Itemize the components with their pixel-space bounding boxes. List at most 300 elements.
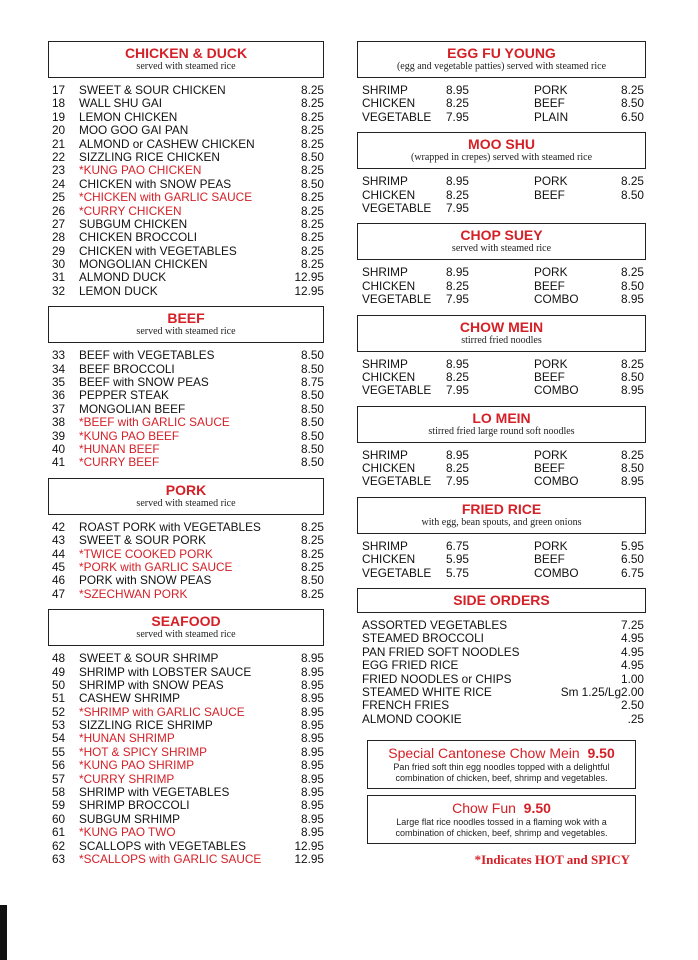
item-number: 25 <box>52 190 66 205</box>
item-price: 2.50 <box>621 698 644 713</box>
item-name: CASHEW SHRIMP <box>79 691 180 706</box>
item-name: CHICKEN <box>362 187 416 202</box>
item-number: 36 <box>52 388 66 403</box>
grid-row <box>362 175 644 188</box>
menu-item <box>48 231 324 244</box>
section-header <box>48 41 324 78</box>
item-name: BEEF with VEGETABLES <box>79 348 215 363</box>
special-description: Pan fried soft thin egg noodles topped with a delightful combination of chicken, beef, shrimp and vegetables. <box>393 762 610 784</box>
item-name: VEGETABLE <box>362 383 432 398</box>
item-name: CHICKEN BROCCOLI <box>79 230 197 245</box>
section-header <box>357 588 646 613</box>
egg-fu-young-section <box>357 41 646 124</box>
item-name: MONGOLIAN BEEF <box>79 401 186 416</box>
section-header <box>48 609 324 646</box>
section-subtitle: stirred fried large round soft noodles <box>428 425 575 437</box>
grid-row <box>362 553 644 566</box>
item-name: FRENCH FRIES <box>362 698 450 713</box>
grid-row <box>362 371 644 384</box>
item-number: 28 <box>52 230 66 245</box>
item-number: 53 <box>52 718 66 733</box>
chop-suey-section <box>357 223 646 306</box>
menu-item <box>48 840 324 853</box>
item-number: 31 <box>52 270 66 285</box>
item-number: 24 <box>52 176 66 191</box>
item-price: 8.95 <box>301 744 324 759</box>
item-price: 8.25 <box>301 109 324 124</box>
section-title: SIDE ORDERS <box>453 592 550 609</box>
menu-item <box>48 416 324 429</box>
menu-item <box>48 521 324 534</box>
section-subtitle: (wrapped in crepes) served with steamed rice <box>410 152 593 164</box>
item-name: SHRIMP <box>362 538 408 553</box>
beef-section <box>48 306 324 470</box>
item-price: 8.95 <box>446 265 469 280</box>
menu-item <box>48 430 324 443</box>
item-price: 8.25 <box>446 278 469 293</box>
item-price: 8.50 <box>621 187 644 202</box>
item-price: 12.95 <box>294 270 324 285</box>
item-name: PORK <box>534 83 568 97</box>
item-price: 6.50 <box>621 552 644 567</box>
item-number: 46 <box>52 573 66 588</box>
item-price: 8.25 <box>301 216 324 231</box>
item-name: *HOT & SPICY SHRIMP <box>79 744 208 759</box>
side-item <box>357 659 646 672</box>
item-price: 8.50 <box>301 428 324 443</box>
price-grid <box>357 540 646 580</box>
item-price: 8.25 <box>446 461 469 476</box>
menu-item <box>48 124 324 137</box>
item-number: 45 <box>52 559 66 574</box>
item-name: BEEF <box>534 96 565 111</box>
section-title: FRIED RICE <box>461 500 542 517</box>
item-price: 8.50 <box>301 401 324 416</box>
item-name: *HUNAN BEEF <box>79 441 160 456</box>
section-header <box>357 132 646 169</box>
item-number: 21 <box>52 136 66 151</box>
side-item <box>357 646 646 659</box>
item-name: PLAIN <box>534 109 569 124</box>
item-name: *CURRY CHICKEN <box>79 203 182 218</box>
special-description: Large flat rice noodles tossed in a flaming wok with a combination of chicken, beef, shrimp and vegetables. <box>395 817 608 839</box>
grid-row <box>362 280 644 293</box>
menu-item <box>48 679 324 692</box>
menu-item <box>48 403 324 416</box>
item-name: SHRIMP <box>362 83 408 97</box>
item-number: 57 <box>52 771 66 786</box>
item-number: 20 <box>52 123 66 138</box>
section-subtitle: served with steamed rice <box>136 629 236 641</box>
item-name: *CURRY BEEF <box>79 455 160 470</box>
item-number: 59 <box>52 798 66 813</box>
item-price: 8.25 <box>301 83 324 97</box>
grid-row <box>362 475 644 488</box>
item-name: SUBGUM SRHIMP <box>79 811 180 826</box>
item-price: 8.25 <box>621 356 644 371</box>
menu-item <box>48 652 324 665</box>
section-header <box>357 406 646 443</box>
item-price: 8.50 <box>301 455 324 470</box>
menu-item <box>48 719 324 732</box>
item-number: 49 <box>52 664 66 679</box>
grid-row <box>362 358 644 371</box>
item-price: 8.25 <box>301 559 324 574</box>
item-number: 63 <box>52 851 66 866</box>
section-header <box>48 478 324 515</box>
item-price: 8.50 <box>301 361 324 376</box>
item-price: 8.25 <box>301 230 324 245</box>
item-name: *SZECHWAN PORK <box>79 586 188 601</box>
item-name: *BEEF with GARLIC SAUCE <box>79 415 230 430</box>
item-price: 12.95 <box>294 283 324 298</box>
item-name: WALL SHU GAI <box>79 96 163 111</box>
item-name: PAN FRIED SOFT NOODLES <box>362 644 520 659</box>
item-name: VEGETABLE <box>362 292 432 307</box>
item-name: STEAMED BROCCOLI <box>362 631 484 646</box>
item-name: CHICKEN <box>362 278 416 293</box>
item-number: 37 <box>52 401 66 416</box>
item-price: 8.25 <box>446 369 469 384</box>
menu-item <box>48 178 324 191</box>
section-title: BEEF <box>167 310 205 327</box>
menu-item <box>48 853 324 866</box>
menu-item <box>48 151 324 164</box>
item-name: SHRIMP <box>362 447 408 462</box>
item-price <box>612 202 644 215</box>
grid-row <box>362 266 644 279</box>
item-name <box>534 202 612 215</box>
item-name: ALMOND DUCK <box>79 270 167 285</box>
chow-mein-section <box>357 315 646 398</box>
item-price: 8.25 <box>446 187 469 202</box>
item-price: 8.25 <box>301 519 324 534</box>
pork-section <box>48 478 324 601</box>
item-price: 8.25 <box>301 136 324 151</box>
item-name: SHRIMP with VEGETABLES <box>79 785 230 800</box>
section-title: CHICKEN & DUCK <box>124 45 248 61</box>
item-name: *HUNAN SHRIMP <box>79 731 175 746</box>
item-number: 55 <box>52 744 66 759</box>
item-price: Sm 1.25/Lg2.00 <box>560 684 644 699</box>
item-price: 8.25 <box>621 83 644 97</box>
section-subtitle: stirred fried noodles <box>461 334 542 346</box>
menu-item <box>48 826 324 839</box>
item-name: SHRIMP BROCCOLI <box>79 798 190 813</box>
section-header <box>357 315 646 352</box>
item-name: COMBO <box>534 292 579 307</box>
item-name: STEAMED WHITE RICE <box>362 684 492 699</box>
price-grid <box>357 175 646 215</box>
item-name: CHICKEN with SNOW PEAS <box>79 176 232 191</box>
item-price: 7.95 <box>446 292 469 307</box>
item-name: PORK with SNOW PEAS <box>79 573 212 588</box>
menu-item <box>48 138 324 151</box>
item-number: 19 <box>52 109 66 124</box>
menu-item <box>48 164 324 177</box>
item-price: 8.25 <box>301 243 324 258</box>
item-name: COMBO <box>534 383 579 398</box>
item-price: 12.95 <box>294 838 324 853</box>
item-name: *KUNG PAO SHRIMP <box>79 758 195 773</box>
item-price: 8.95 <box>301 785 324 800</box>
item-number: 26 <box>52 203 66 218</box>
item-name: BEEF with SNOW PEAS <box>79 375 209 390</box>
item-price: 6.75 <box>621 565 644 580</box>
item-name: PORK <box>534 174 568 189</box>
side-item <box>357 632 646 645</box>
section-subtitle: served with steamed rice <box>136 326 236 338</box>
menu-item <box>48 285 324 298</box>
item-price: 8.95 <box>301 664 324 679</box>
item-price: 4.95 <box>621 658 644 673</box>
section-title: MOO SHU <box>468 136 535 153</box>
item-number: 43 <box>52 533 66 548</box>
section-title: CHOP SUEY <box>460 227 543 244</box>
grid-row <box>362 97 644 110</box>
special-title <box>372 744 631 762</box>
item-price: 8.95 <box>301 651 324 666</box>
special-price: 9.50 <box>587 745 615 762</box>
menu-item <box>48 534 324 547</box>
item-price: 8.50 <box>301 388 324 403</box>
menu-item <box>48 443 324 456</box>
grid-row <box>362 189 644 202</box>
item-price: 7.95 <box>446 109 469 124</box>
item-price: .25 <box>627 711 644 726</box>
item-price: 8.50 <box>301 573 324 588</box>
menu-item <box>48 97 324 110</box>
item-price: 8.95 <box>446 83 469 97</box>
item-name: *PORK with GARLIC SAUCE <box>79 559 233 574</box>
section-header <box>357 497 646 534</box>
item-price: 8.95 <box>301 731 324 746</box>
price-grid <box>357 358 646 398</box>
item-name: BEEF <box>534 552 565 567</box>
item-number: 41 <box>52 455 66 470</box>
item-price: 8.25 <box>301 123 324 138</box>
item-number: 22 <box>52 149 66 164</box>
item-price: 8.95 <box>301 771 324 786</box>
item-price: 8.25 <box>301 96 324 111</box>
menu-item <box>48 205 324 218</box>
item-price: 7.95 <box>446 200 469 215</box>
chicken-duck-section <box>48 41 324 298</box>
item-number: 62 <box>52 838 66 853</box>
item-number: 29 <box>52 243 66 258</box>
side-item <box>357 619 646 632</box>
lo-mein-section <box>357 406 646 489</box>
item-name: CHICKEN <box>362 369 416 384</box>
section-title: CHOW MEIN <box>459 318 544 335</box>
item-name: MONGOLIAN CHICKEN <box>79 257 208 272</box>
item-name: EGG FRIED RICE <box>362 658 459 673</box>
item-name: SHRIMP with LOBSTER SAUCE <box>79 664 252 679</box>
item-name: PORK <box>534 356 568 371</box>
item-number: 52 <box>52 704 66 719</box>
menu-item <box>48 692 324 705</box>
item-name: VEGETABLE <box>362 200 432 215</box>
item-price: 8.50 <box>301 441 324 456</box>
menu-item <box>48 376 324 389</box>
menu-item <box>48 786 324 799</box>
item-name: BEEF BROCCOLI <box>79 361 175 376</box>
item-name: ROAST PORK with VEGETABLES <box>79 519 261 534</box>
item-price: 8.95 <box>621 292 644 307</box>
menu-item <box>48 773 324 786</box>
grid-row <box>362 84 644 97</box>
item-number: 23 <box>52 163 66 178</box>
menu-item <box>48 349 324 362</box>
item-name: *CHICKEN with GARLIC SAUCE <box>79 190 253 205</box>
menu-item <box>48 588 324 601</box>
item-name: PORK <box>534 538 568 553</box>
item-number: 60 <box>52 811 66 826</box>
item-number: 51 <box>52 691 66 706</box>
item-number: 40 <box>52 441 66 456</box>
item-name: PORK <box>534 447 568 462</box>
grid-row <box>362 462 644 475</box>
item-price: 5.95 <box>446 552 469 567</box>
item-price: 8.25 <box>301 586 324 601</box>
item-price: 1.00 <box>621 671 644 686</box>
item-number: 18 <box>52 96 66 111</box>
page-edge-shadow <box>0 905 7 960</box>
item-price: 8.50 <box>301 415 324 430</box>
side-item <box>357 686 646 699</box>
item-price: 6.75 <box>446 538 469 553</box>
menu-item <box>48 574 324 587</box>
item-name: LEMON DUCK <box>79 283 158 298</box>
item-name: SHRIMP <box>362 265 408 280</box>
left-column <box>48 41 324 874</box>
item-price: 8.95 <box>301 704 324 719</box>
item-name: VEGETABLE <box>362 565 432 580</box>
section-subtitle: (egg and vegetable patties) served with steamed rice <box>396 61 607 72</box>
item-price: 8.95 <box>301 798 324 813</box>
menu-item <box>48 363 324 376</box>
menu-item <box>48 813 324 826</box>
item-name: MOO GOO GAI PAN <box>79 123 189 138</box>
item-name: FRIED NOODLES or CHIPS <box>362 671 512 686</box>
item-price: 8.50 <box>301 348 324 363</box>
item-price: 8.50 <box>621 461 644 476</box>
item-number: 58 <box>52 785 66 800</box>
item-name: CHICKEN with VEGETABLES <box>79 243 237 258</box>
item-name: ALMOND COOKIE <box>362 711 462 726</box>
section-title: LO MEIN <box>472 409 531 426</box>
item-name: BEEF <box>534 369 565 384</box>
grid-row <box>362 384 644 397</box>
item-name: CHICKEN <box>362 552 416 567</box>
item-number: 42 <box>52 519 66 534</box>
item-number: 50 <box>52 677 66 692</box>
menu-item <box>48 746 324 759</box>
special-name: Special Cantonese Chow Mein <box>388 745 580 762</box>
item-name: *SHRIMP with GARLIC SAUCE <box>79 704 245 719</box>
item-price: 8.75 <box>301 375 324 390</box>
cantonese-chow-mein-special <box>367 740 636 789</box>
item-number: 33 <box>52 348 66 363</box>
grid-row <box>362 202 644 215</box>
item-price: 7.95 <box>446 383 469 398</box>
specials <box>357 740 646 844</box>
menu-item <box>48 759 324 772</box>
item-name: CHICKEN <box>362 96 416 111</box>
item-number: 56 <box>52 758 66 773</box>
item-name: VEGETABLE <box>362 474 432 489</box>
item-name: COMBO <box>534 565 579 580</box>
menu-item <box>48 456 324 469</box>
item-price: 5.95 <box>621 538 644 553</box>
item-name: BEEF <box>534 278 565 293</box>
item-name: ASSORTED VEGETABLES <box>362 618 508 633</box>
item-price: 6.50 <box>621 109 644 124</box>
item-number: 35 <box>52 375 66 390</box>
item-number: 54 <box>52 731 66 746</box>
menu-item <box>48 218 324 231</box>
seafood-section <box>48 609 324 866</box>
item-price: 8.95 <box>301 811 324 826</box>
item-number: 61 <box>52 825 66 840</box>
item-price: 8.50 <box>301 176 324 191</box>
item-price: 8.50 <box>621 96 644 111</box>
item-name: *CURRY SHRIMP <box>79 771 175 786</box>
item-name: BEEF <box>534 187 565 202</box>
section-header <box>48 306 324 343</box>
item-price: 7.25 <box>621 618 644 633</box>
menu-item <box>48 548 324 561</box>
right-column <box>357 41 646 868</box>
side-item <box>357 699 646 712</box>
item-price: 8.25 <box>621 265 644 280</box>
price-grid <box>357 266 646 306</box>
item-name: SHRIMP with SNOW PEAS <box>79 677 224 692</box>
item-price: 4.95 <box>621 644 644 659</box>
item-name: COMBO <box>534 474 579 489</box>
item-number: 44 <box>52 546 66 561</box>
item-number: 17 <box>52 83 66 97</box>
special-name: Chow Fun <box>452 800 516 817</box>
item-price: 8.50 <box>621 278 644 293</box>
item-price: 8.95 <box>301 758 324 773</box>
item-name: VEGETABLE <box>362 109 432 124</box>
hot-spicy-note: *Indicates HOT and SPICY <box>474 852 630 868</box>
item-price: 8.95 <box>301 691 324 706</box>
item-name: SWEET & SOUR PORK <box>79 533 206 548</box>
item-name: PEPPER STEAK <box>79 388 169 403</box>
item-price: 8.95 <box>301 677 324 692</box>
section-header <box>357 223 646 260</box>
item-price: 8.25 <box>301 533 324 548</box>
item-number: 39 <box>52 428 66 443</box>
item-price: 8.25 <box>301 163 324 178</box>
menu-item <box>48 258 324 271</box>
item-price: 12.95 <box>294 851 324 866</box>
item-price: 8.95 <box>446 447 469 462</box>
menu-item <box>48 271 324 284</box>
item-price: 4.95 <box>621 631 644 646</box>
item-price: 8.95 <box>301 718 324 733</box>
item-price: 8.50 <box>621 369 644 384</box>
section-title: PORK <box>165 481 207 498</box>
special-price: 9.50 <box>523 800 551 817</box>
item-price: 8.95 <box>446 174 469 189</box>
side-orders-section <box>357 588 646 726</box>
menu-item <box>48 706 324 719</box>
item-price: 8.95 <box>446 356 469 371</box>
price-grid <box>357 449 646 489</box>
